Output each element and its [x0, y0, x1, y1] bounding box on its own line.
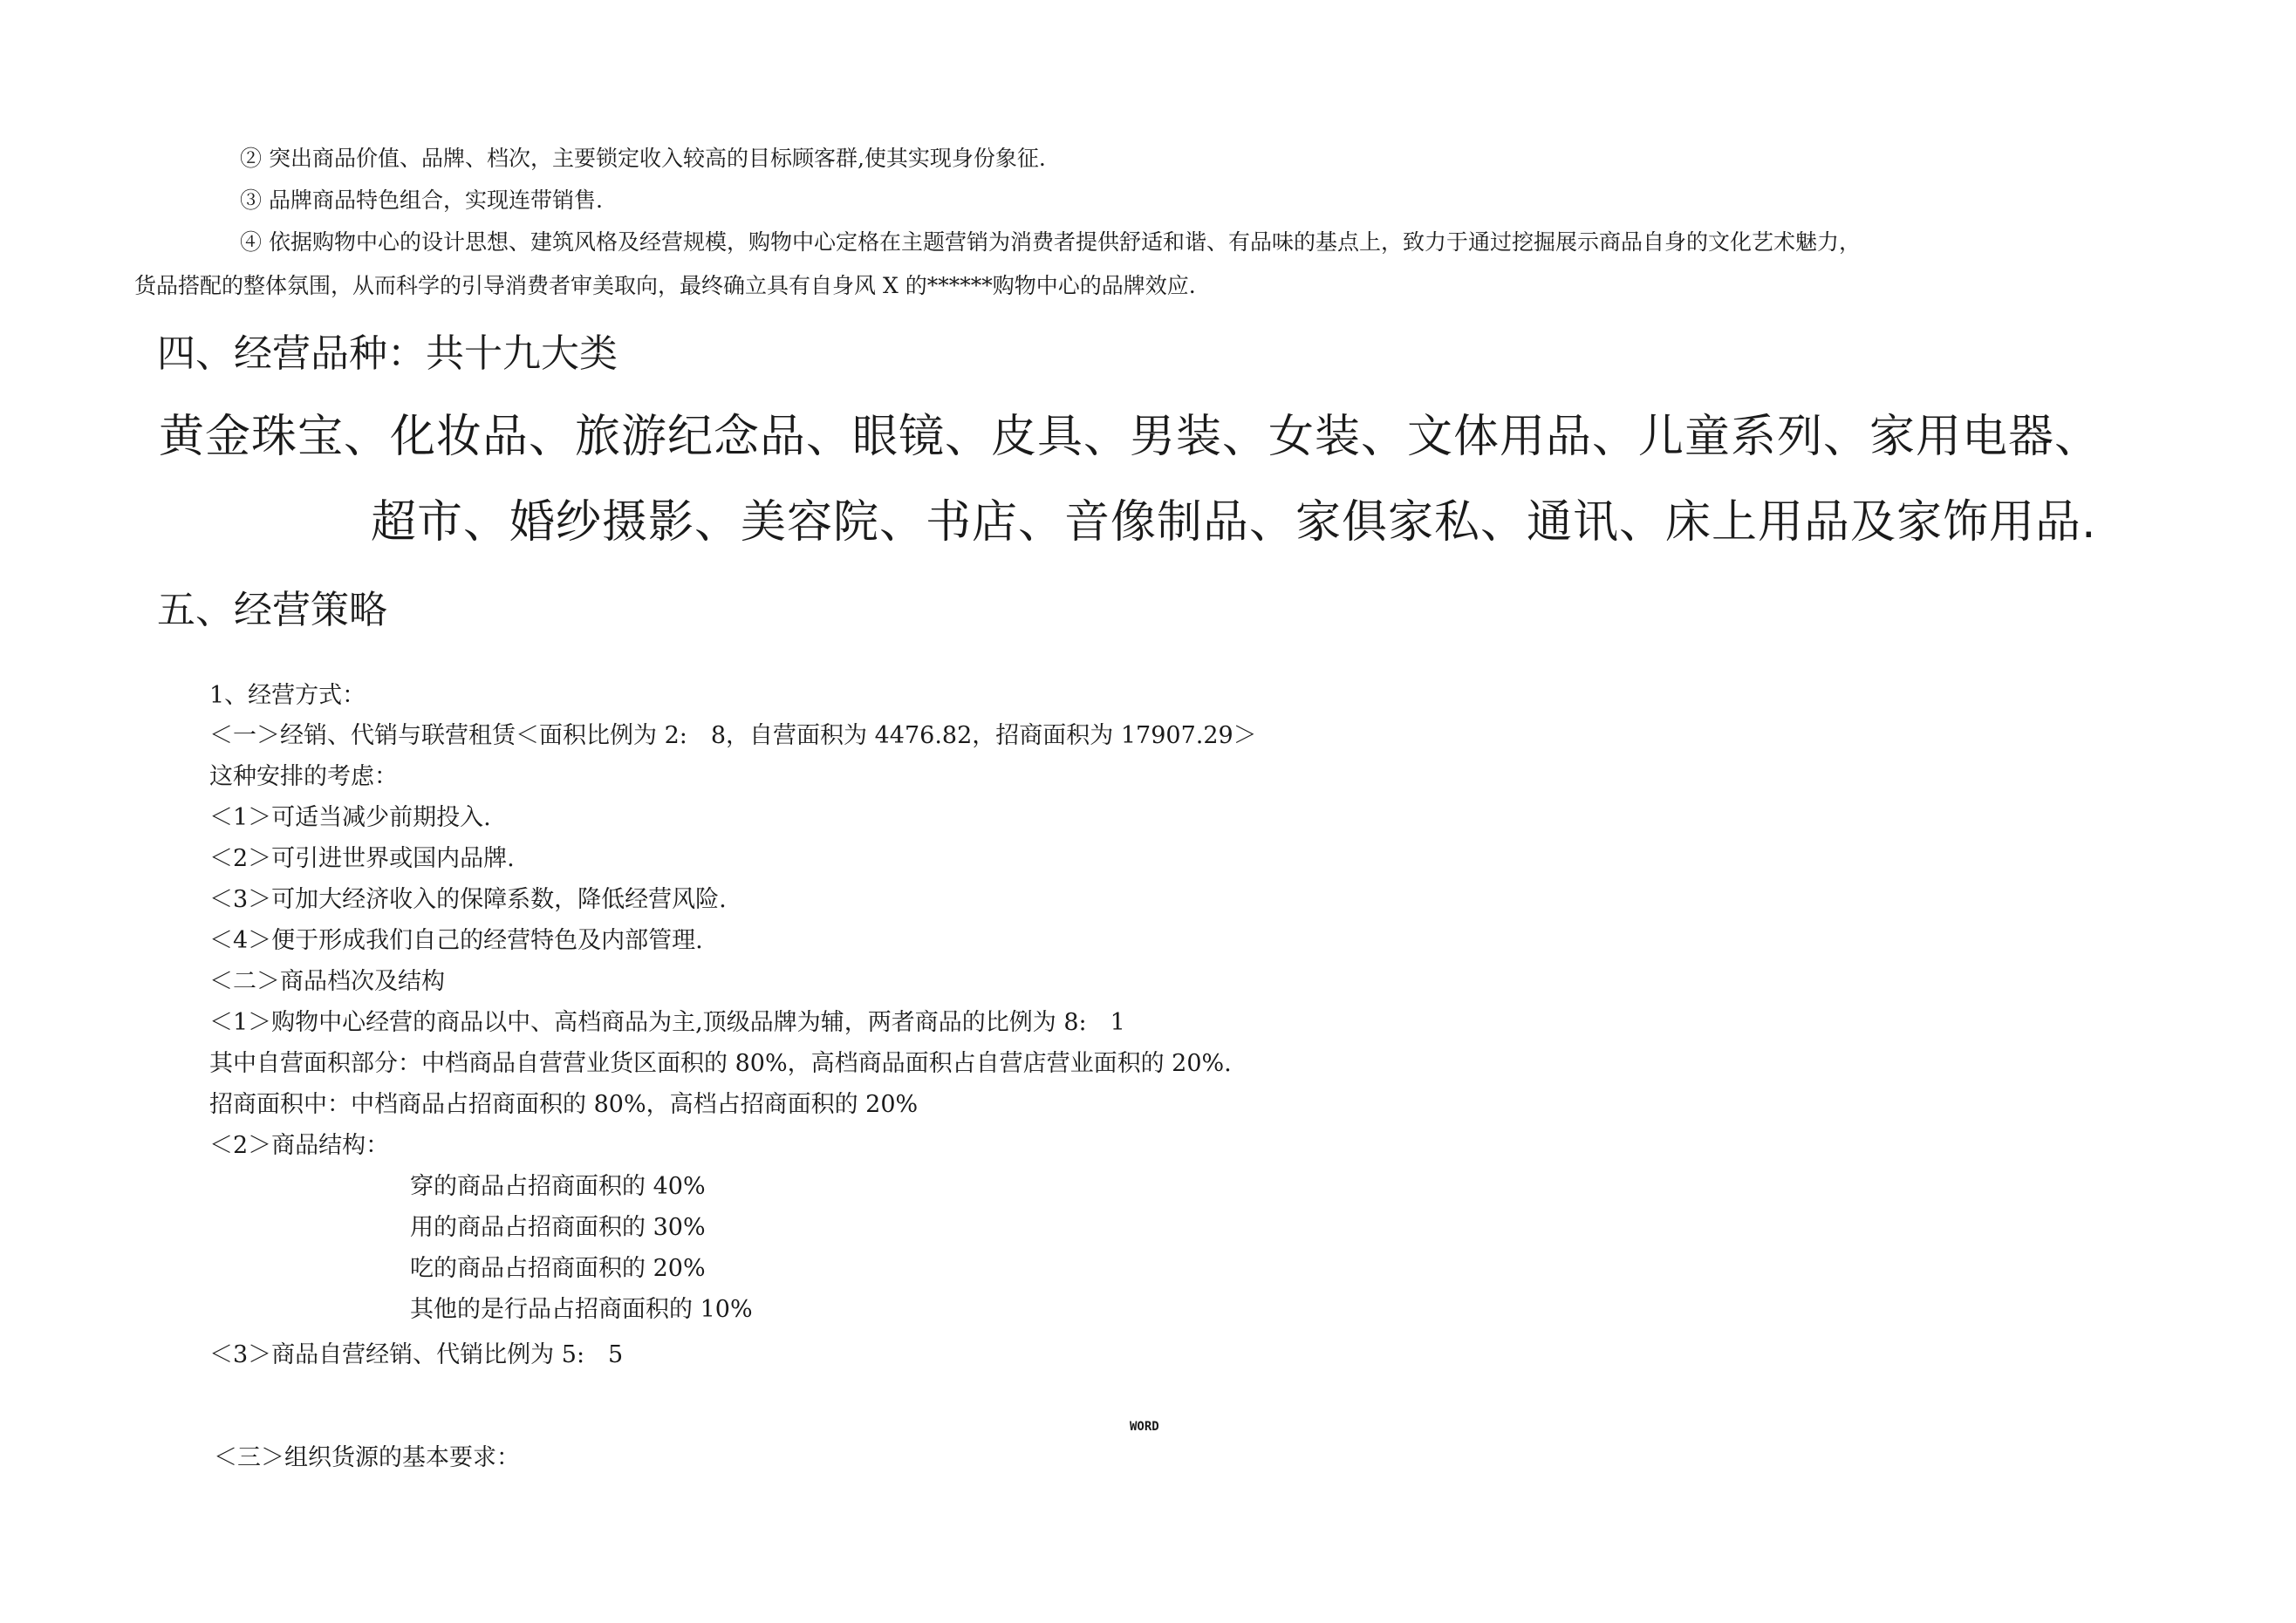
structure-item: 其他的是行品占招商面积的 10%: [410, 1296, 753, 1323]
structure-item: 穿的商品占招商面积的 40%: [410, 1173, 706, 1200]
strategy-line: ＜1＞可适当减少前期投入.: [209, 804, 491, 831]
structure-item: 吃的商品占招商面积的 20%: [410, 1255, 706, 1282]
strategy-line: ＜2＞商品结构：: [209, 1132, 390, 1159]
strategy-line: 招商面积中：中档商品占招商面积的 80%，高档占招商面积的 20%: [209, 1091, 919, 1118]
strategy-line: 这种安排的考虑：: [209, 763, 398, 790]
section-4-heading: 四、经营品种：共十九大类: [157, 331, 618, 376]
intro-item-3: ③ 品牌商品特色组合，实现连带销售.: [240, 188, 603, 213]
intro-item-4-line-2: 货品搭配的整体氛围，从而科学的引导消费者审美取向，最终确立具有自身风 X 的******购物中心的品牌效应.: [134, 273, 1196, 298]
ratio-line: ＜3＞商品自营经销、代销比例为 5: 5: [209, 1341, 624, 1368]
strategy-line: 其中自营面积部分：中档商品自营营业货区面积的 80%，高档商品面积占自营店营业面积的 20%.: [209, 1050, 1232, 1077]
strategy-line: ＜1＞购物中心经营的商品以中、高档商品为主,顶级品牌为辅，两者商品的比例为 8: 1: [209, 1009, 1125, 1036]
section-5-heading: 五、经营策略: [157, 588, 387, 632]
strategy-line: ＜2＞可引进世界或国内品牌.: [209, 845, 515, 872]
intro-item-4-line-1: ④ 依据购物中心的设计思想、建筑风格及经营规模，购物中心定格在主题营销为消费者提供舒适和谐、有品味的基点上，致力于通过挖掘展示商品自身的文化艺术魅力，: [240, 229, 1861, 255]
structure-item: 用的商品占招商面积的 30%: [410, 1214, 706, 1241]
categories-line-1: 黄金珠宝、化妆品、旅游纪念品、眼镜、皮具、男装、女装、文体用品、儿童系列、家用电器、: [159, 411, 2101, 463]
strategy-line: 1、经营方式：: [209, 682, 366, 709]
strategy-line: ＜一＞经销、代销与联营租赁＜面积比例为 2: 8，自营面积为 4476.82，招商面积为 17907.29＞: [209, 722, 1257, 749]
strategy-line: ＜二＞商品档次及结构: [209, 968, 445, 995]
strategy-line: ＜3＞可加大经济收入的保障系数，降低经营风险.: [209, 886, 727, 913]
footer-label: WORD: [1130, 1420, 1159, 1434]
categories-line-2: 超市、婚纱摄影、美容院、书店、音像制品、家俱家私、通讯、床上用品及家饰用品.: [371, 496, 2097, 549]
intro-item-2: ② 突出商品价值、品牌、档次，主要锁定收入较高的目标顾客群,使其实现身份象征.: [240, 146, 1046, 171]
strategy-line: ＜4＞便于形成我们自己的经营特色及内部管理.: [209, 927, 703, 954]
continued-line: ＜三＞组织货源的基本要求：: [214, 1444, 520, 1471]
